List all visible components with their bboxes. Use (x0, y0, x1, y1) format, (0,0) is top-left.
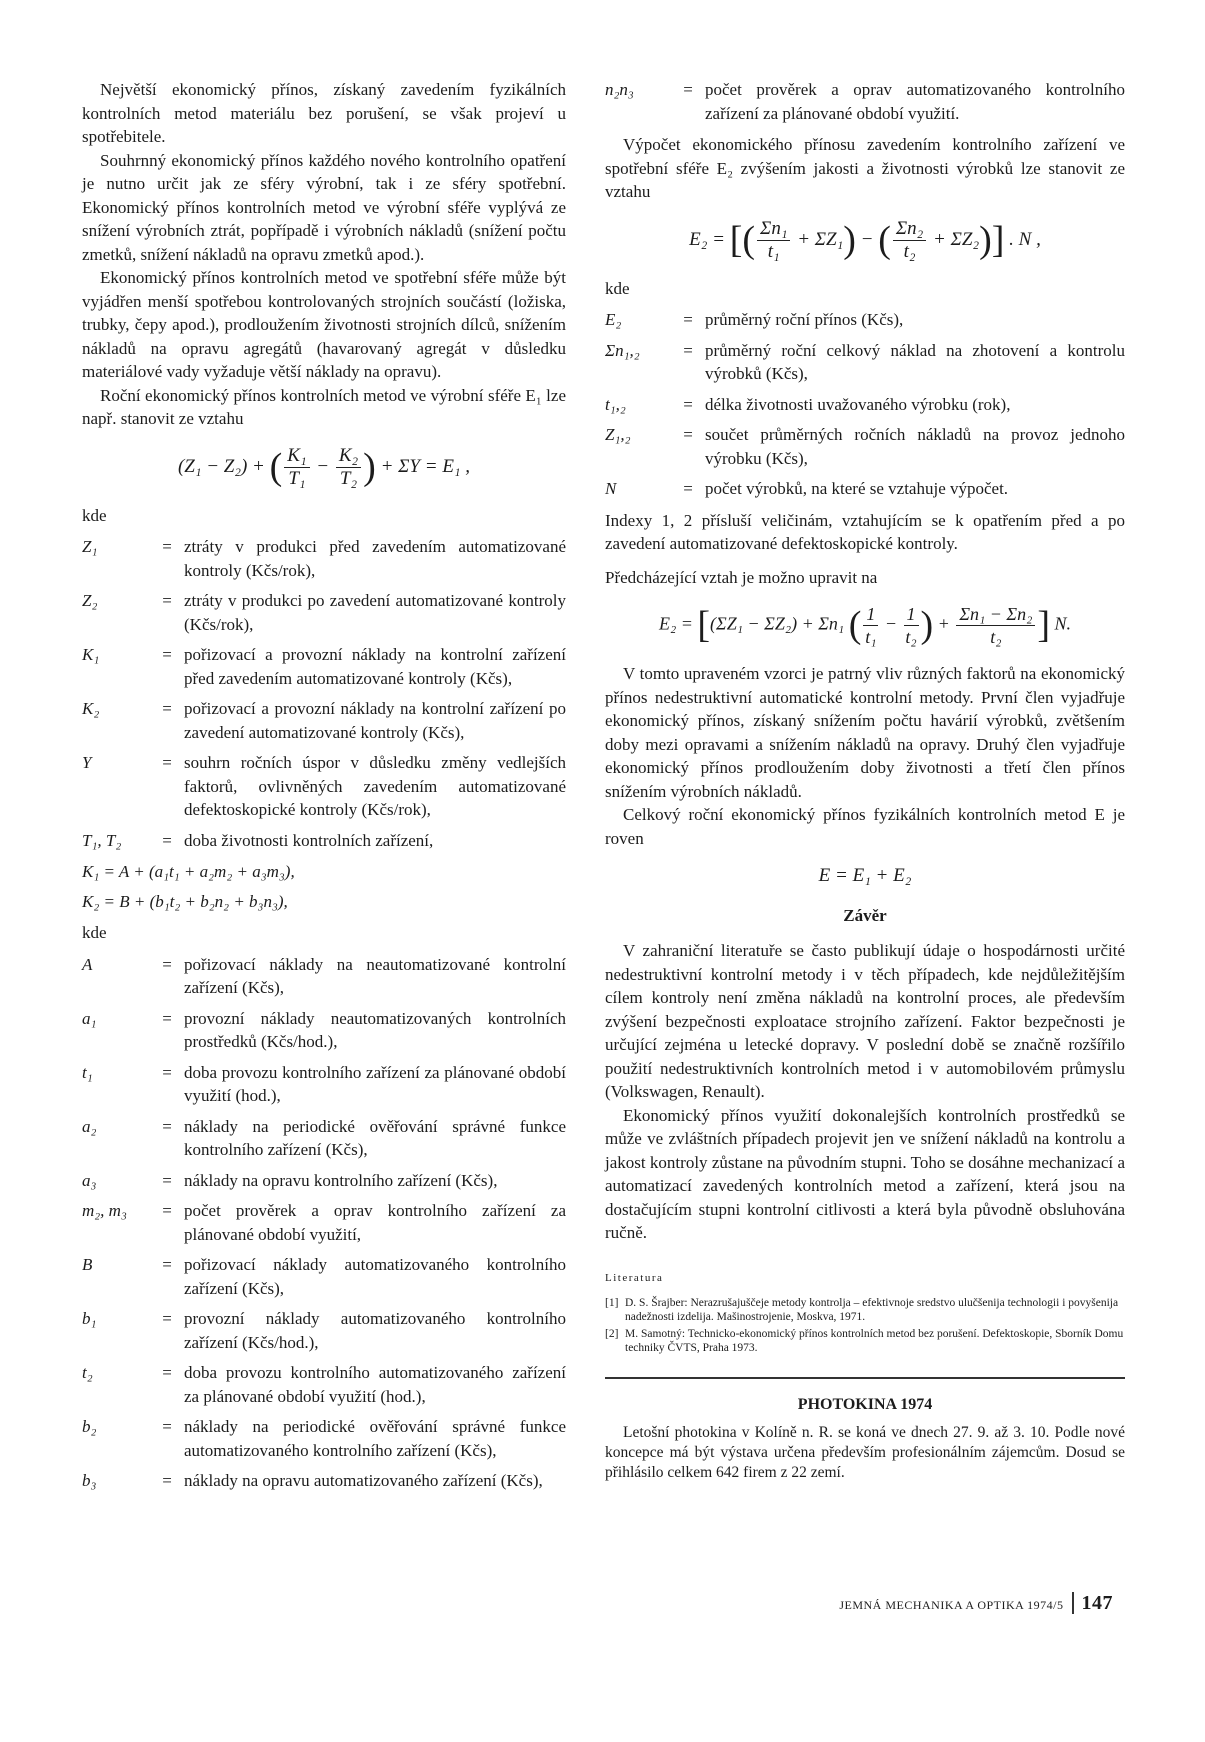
definition-text: počet výrobků, na které se vztahuje výpočet. (705, 479, 1009, 498)
formula-e-total: E = E₁ + E₂ (818, 865, 912, 886)
definition-symbol: E₂ (605, 310, 622, 329)
definition-text: délka životnosti uvažovaného výrobku (rok), (705, 394, 1011, 414)
definition-symbol: t₁,₂ (605, 394, 626, 414)
equals-sign: = (162, 1417, 172, 1436)
equals-sign: = (162, 830, 172, 850)
equals-sign: = (162, 537, 172, 556)
paragraph: Ekonomický přínos kontrolních metod ve spotřební sféře může být vyjádřen menší spotřebou kontrolovaných strojních součástí (ložiska, trubky, čepy apod.), prodloužením životnosti strojních dílců, snížením nákladů na opravu agregátů (havarovaný agregát v důsledku materiálové vady vyžaduje větší náklady na opravu). (82, 268, 566, 381)
paragraph: Souhrnný ekonomický přínos každého nového kontrolního opatření je nutno určit jak ze sféry výrobní, tak i ze sféry spotřební. Ekonomický přínos kontrolních metod ve výrobní sféře vyplývá ze snížení výrobních ztrát, popřípadě i výrobních nákladů (snížení počtu zmetků, snížení nákladů na opravu zmetků apod.). (82, 150, 566, 264)
formula-e1: (Z₁ − Z₂) + ( $\frac{\text{K₁}}{\text{T₁}}$ − $\frac{\text{K₂}}{\text{T₂}}$ ) + ΣY = E₁ , (177, 444, 471, 489)
definition-symbol: Σn₁,₂ (605, 340, 640, 360)
definitions-list (82, 953, 566, 1493)
kde-label: kde (82, 505, 107, 525)
literature-heading: Literatura (605, 1271, 664, 1284)
definition-text: ztráty v produkci po zavedení automatizované kontroly (Kčs/rok), (184, 591, 566, 634)
journal-name: JEMNÁ MECHANIKA A OPTIKA 1974/5 (839, 1598, 1064, 1612)
definition-text: náklady na periodické ověřování správné funkce automatizovaného kontrolního zařízení (Kčs), (184, 1417, 566, 1460)
news-title: PHOTOKINA 1974 (797, 1396, 933, 1413)
paragraph: Největší ekonomický přínos, získaný zavedením fyzikálních kontrolních metod materiálu bez porušení, se však projeví u spotřebitele. (82, 80, 566, 146)
definition-text: provozní náklady automatizovaného kontrolního zařízení (Kčs/hod.), (184, 1309, 566, 1352)
reference-text: M. Samotný: Technicko-ekonomický přínos kontrolních metod bez porušení. Defektoskopie, Sborník Domu techniky ČVTS, Praha 1973. (625, 1328, 1124, 1354)
definition-text: doba životnosti kontrolních zařízení, (184, 830, 434, 850)
paragraph: Výpočet ekonomického přínosu zavedením kontrolního zařízení ve spotřební sféře E₂ zvýšením jakosti a životnosti výrobků lze stanovit ze vztahu (605, 135, 1125, 201)
definition-symbol: b₁ (82, 1309, 97, 1328)
definition-symbol: a₃ (82, 1170, 97, 1190)
reference-number: [1] (605, 1297, 619, 1309)
section-heading: Závěr (843, 905, 887, 925)
definition-text: průměrný roční přínos (Kčs), (705, 310, 904, 329)
reference-item (605, 1327, 1125, 1355)
definition-text: náklady na periodické ověřování správné funkce kontrolního zařízení (Kčs), (184, 1116, 566, 1159)
definition-text: doba provozu kontrolního automatizovaného zařízení za plánované období využití (hod.), (184, 1363, 566, 1406)
reference-text: D. S. Šrajber: Nerazrušajuščeje metody kontrolja – efektivnoje sredstvo ulučšenija technologii i povyšenija nadežnosti izdelija. Mašinostrojenie, Moskva, 1971. (625, 1297, 1119, 1323)
equals-sign: = (162, 1008, 172, 1028)
paragraph: Ekonomický přínos využití dokonalejších kontrolních prostředků se může ve zvláštních případech projevit jen ve snížení nákladů na kontrolu a jakost kontroly zůstane na původním stupni. Toho se dosáhne mechanizací a automatizací zavedených kontrolních metod a zařízení, která jsou na dostačujícím stupni kontrolní citlivosti a která byla původně obsluhována ručně. (605, 1105, 1125, 1242)
equals-sign: = (683, 479, 693, 498)
definition-symbol: b₂ (82, 1417, 97, 1436)
definition-text: průměrný roční celkový náklad na zhotovení a kontrolu výrobků (Kčs), (705, 340, 1125, 383)
paragraph-indexy: Indexy 1, 2 přísluší veličinám, vztahujícím se k opatřením před a po zavedení automatizované defektoskopické kontroly. (605, 510, 1125, 553)
definition-text: pořizovací a provozní náklady na kontrolní zařízení po zavedení automatizované kontroly (Kčs), (184, 699, 566, 742)
divider (605, 1377, 1125, 1379)
equals-sign: = (162, 954, 172, 974)
formula-e2: E₂ = [( $\frac{\text{Σn₁}}{\text{t₁}}$ + ΣZ₁) − ( $\frac{\text{Σn₂}}{\text{t₂}}$ + ΣZ₂)] . N , (689, 217, 1041, 262)
definition-text: náklady na opravu kontrolního zařízení (Kčs), (184, 1170, 498, 1190)
reference-number: [2] (605, 1328, 619, 1340)
paragraph: V tomto upraveném vzorci je patrný vliv různých faktorů na ekonomický přínos nedestruktivní automatické kontrolní metody. První člen vyjadřuje ekonomický přínos, získaný snížením počtu havárií výrobků, zvětšením doby mezi opravami a snížením nákladů na opravy. Druhý člen vyjadřuje ekonomický přínos prodloužením doby životnosti a třetí člen přínos snížením výrobních nákladů. (605, 664, 1125, 801)
formula-e2-modified: E₂ = [(ΣZ₁ − ΣZ₂) + Σn₁ ( $\frac{1}{\text{t₁}}$ − $\frac{1}{\text{t₂}}$ ) + $\frac{\text{Σn₁ − Σn₂}}{\text{t₂}}$ ] N. (658, 603, 1072, 647)
equals-sign: = (162, 1116, 172, 1136)
kde-label: kde (82, 923, 107, 942)
equals-sign: = (162, 1363, 172, 1382)
equals-sign: = (162, 591, 172, 610)
definition-text: doba provozu kontrolního zařízení za plánované období využití (hod.), (184, 1062, 566, 1105)
definition-text: součet průměrných ročních nákladů na provoz jednoho výrobku (Kčs), (705, 425, 1125, 468)
equals-sign: = (162, 1471, 172, 1490)
left-column (82, 78, 566, 1501)
definition-text: počet prověrek a oprav kontrolního zařízení za plánované období využití, (184, 1201, 566, 1244)
equals-sign: = (162, 1309, 172, 1328)
definition-text: pořizovací náklady automatizovaného kontrolního zařízení (Kčs), (184, 1255, 566, 1298)
equals-sign: = (162, 1062, 172, 1082)
definition-symbol: B (82, 1255, 93, 1274)
definition-symbol: T₁, T₂ (82, 830, 122, 850)
equals-sign: = (683, 340, 693, 360)
definition-symbol: Z₂ (82, 591, 98, 610)
equation-k2: K₂ = B + (b₁t₂ + b₂n₂ + b₃n₃), (82, 891, 288, 911)
equals-sign: = (162, 1201, 172, 1220)
definition-symbol: m₂, m₃ (82, 1201, 127, 1220)
paragraph: Roční ekonomický přínos kontrolních metod ve výrobní sféře E₁ lze např. stanovit ze vztahu (82, 385, 566, 428)
definition-symbol: b₃ (82, 1471, 97, 1490)
definition-symbol: Z₁ (82, 537, 98, 556)
kde-label: kde (605, 278, 630, 298)
reference-item (605, 1296, 1125, 1324)
definition-symbol: a₁ (82, 1008, 97, 1028)
definition-symbol: Z₁,₂ (605, 425, 631, 444)
news-body: Letošní photokina v Kolíně n. R. se koná ve dnech 27. 9. až 3. 10. Podle nové koncepce má být výstava určena především profesionálním zájemcům. Dosud se přihlásilo celkem 642 firem z 22 zemí. (605, 1423, 1125, 1481)
definition-symbol: K₁ (82, 645, 100, 664)
equals-sign: = (162, 645, 172, 664)
definition-symbol: Y (82, 753, 92, 772)
definition-text: souhrn ročních úspor v důsledku změny vedlejších faktorů, ovlivněných zavedením automatizované defektoskopické kontroly (Kčs/rok), (184, 753, 566, 819)
definition-text: pořizovací a provozní náklady na kontrolní zařízení před zavedením automatizované kontroly (Kčs), (184, 645, 566, 688)
equals-sign: = (683, 425, 693, 444)
definitions-list (605, 308, 1125, 501)
definition-n2n3: n₂n₃ = počet prověrek a oprav automatizovaného kontrolního zařízení za plánované období využití. (605, 80, 1125, 123)
definition-symbol: a₂ (82, 1116, 97, 1136)
page-footer (839, 1592, 1113, 1618)
references-list (605, 1296, 1125, 1355)
definition-text: náklady na opravu automatizovaného zařízení (Kčs), (184, 1471, 543, 1490)
equation-k1: K₁ = A + (a₁t₁ + a₂m₂ + a₃m₃), (82, 862, 295, 881)
definitions-list (82, 535, 566, 852)
definition-symbol: t₂ (82, 1363, 93, 1382)
equals-sign: = (162, 699, 172, 718)
right-column (605, 78, 1125, 1483)
definition-text: pořizovací náklady na neautomatizované kontrolní zařízení (Kčs), (184, 954, 566, 997)
page-number: 147 (1072, 1592, 1114, 1614)
definition-symbol: A (82, 954, 93, 974)
paragraph: Celkový roční ekonomický přínos fyzikálních kontrolních metod E je roven (605, 805, 1125, 848)
equals-sign: = (162, 1255, 172, 1274)
definition-text: ztráty v produkci před zavedením automatizované kontroly (Kčs/rok), (184, 537, 566, 580)
definition-symbol: K₂ (82, 699, 100, 718)
equals-sign: = (162, 753, 172, 772)
definition-symbol: t₁ (82, 1062, 93, 1082)
definition-text: provozní náklady neautomatizovaných kontrolních prostředků (Kčs/hod.), (184, 1008, 566, 1051)
paragraph: Předcházející vztah je možno upravit na (605, 567, 878, 587)
paragraph: V zahraniční literatuře se často publikují údaje o hospodárnosti určité nedestruktivní kontrolní metody i v těch případech, kde nejdůležitějším cílem kontroly není změna nákladů na kontrolní proces, ale především zvýšení bezpečnosti exploatace strojního zařízení. Faktor bezpečnosti je určující zejména u letecké dopravy. V poslední době se značně rozšířilo použití nedestruktivních kontrolních metod i v automobilovém průmyslu (Volkswagen, Renault). (605, 941, 1125, 1101)
equals-sign: = (683, 394, 693, 414)
equals-sign: = (683, 310, 693, 329)
equals-sign: = (162, 1170, 172, 1190)
definition-symbol: N (605, 479, 617, 498)
